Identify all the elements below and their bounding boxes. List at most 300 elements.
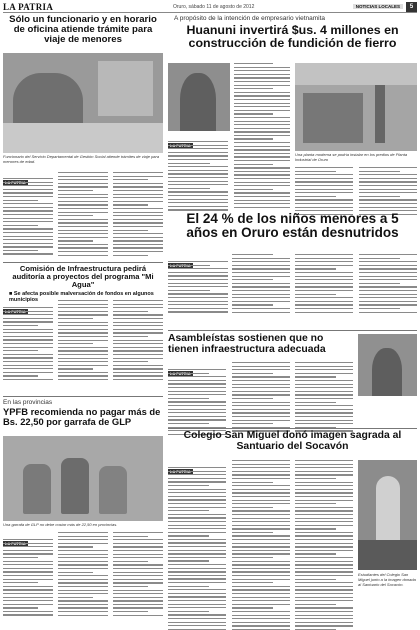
text-line	[58, 197, 108, 198]
text-line	[234, 178, 290, 179]
text-line	[3, 597, 53, 598]
text-line	[113, 550, 163, 551]
text-line	[3, 379, 53, 380]
text-line	[3, 607, 38, 608]
text-line	[58, 219, 108, 220]
text-line	[3, 343, 53, 344]
text-line	[3, 589, 53, 590]
text-line	[3, 192, 53, 193]
text-line	[113, 251, 163, 252]
text-line	[359, 171, 400, 172]
text-line	[3, 347, 53, 348]
text-line	[232, 535, 290, 536]
text-line	[232, 575, 290, 576]
text-line	[3, 232, 53, 233]
text-line	[295, 535, 353, 536]
text-line	[113, 219, 163, 220]
text-line	[232, 376, 290, 377]
text-line	[232, 597, 290, 598]
text-line	[168, 184, 228, 185]
text-line	[58, 215, 93, 216]
text-line	[168, 145, 228, 146]
text-line	[58, 237, 108, 238]
text-line	[3, 318, 53, 319]
text-line	[3, 579, 53, 580]
text-line	[232, 412, 290, 413]
text-line	[359, 276, 417, 277]
text-line	[232, 272, 290, 273]
text-line	[295, 268, 336, 269]
text-line	[113, 215, 163, 216]
text-line	[3, 375, 38, 376]
text-line	[295, 464, 353, 465]
story-ypfb-gas-price	[3, 396, 163, 628]
text-line	[58, 226, 108, 227]
text-line	[113, 300, 163, 301]
text-line	[295, 561, 353, 562]
text-line	[168, 553, 226, 554]
text-line	[3, 365, 53, 366]
text-line	[232, 557, 273, 558]
text-line	[113, 322, 163, 323]
text-line	[58, 251, 108, 252]
text-line	[359, 301, 417, 302]
text-line	[359, 268, 417, 269]
text-line	[232, 546, 290, 547]
text-line	[295, 525, 353, 526]
photo-shelf	[98, 61, 153, 116]
text-line	[295, 568, 353, 569]
body-col-2	[232, 254, 290, 313]
text-line	[232, 261, 290, 262]
text-line	[295, 550, 353, 551]
text-line	[359, 304, 417, 305]
text-line	[113, 230, 148, 231]
text-line	[232, 290, 290, 291]
text-line	[168, 517, 226, 518]
text-line	[295, 203, 353, 204]
text-line	[113, 347, 163, 348]
text-line	[3, 604, 53, 605]
text-line	[359, 192, 417, 193]
issue-date: Oruro, sábado 11 de agosto de 2012	[173, 4, 255, 10]
text-line	[113, 568, 163, 569]
text-line	[295, 503, 336, 504]
text-line	[168, 596, 226, 597]
text-line	[3, 568, 53, 569]
text-line	[168, 163, 210, 164]
text-line	[232, 582, 273, 583]
text-line	[295, 528, 336, 529]
text-line	[232, 625, 290, 626]
text-line	[58, 375, 108, 376]
text-line	[295, 423, 353, 424]
text-line	[168, 416, 226, 417]
text-line	[168, 593, 226, 594]
text-line	[113, 536, 148, 537]
text-line	[168, 173, 228, 174]
text-line	[58, 561, 108, 562]
text-line	[58, 332, 108, 333]
text-line	[232, 532, 273, 533]
text-line	[295, 290, 353, 291]
text-line	[232, 496, 290, 497]
text-line	[113, 332, 163, 333]
text-line	[168, 499, 226, 500]
body-col-1	[168, 261, 228, 313]
text-line	[232, 265, 290, 266]
text-line	[295, 171, 336, 172]
text-line	[58, 230, 108, 231]
text-line	[58, 593, 108, 594]
text-line	[359, 283, 400, 284]
text-line	[232, 478, 290, 479]
text-line	[3, 582, 38, 583]
text-line	[3, 196, 53, 197]
text-line	[359, 294, 417, 295]
text-line	[234, 207, 290, 208]
text-line	[3, 339, 53, 340]
text-line	[232, 301, 290, 302]
text-line	[295, 496, 353, 497]
text-line	[295, 518, 353, 519]
text-line	[168, 311, 228, 312]
text-line	[295, 615, 353, 616]
text-line	[295, 384, 353, 385]
text-line	[3, 564, 53, 565]
text-line	[232, 276, 290, 277]
text-line	[168, 286, 228, 287]
text-line	[232, 366, 290, 367]
text-line	[58, 311, 108, 312]
text-line	[359, 178, 417, 179]
text-line	[58, 361, 108, 362]
text-line	[168, 507, 226, 508]
text-line	[58, 368, 93, 369]
text-line	[359, 265, 417, 266]
text-line	[234, 85, 290, 86]
text-line	[232, 604, 290, 605]
text-line	[113, 176, 163, 177]
text-line	[3, 325, 38, 326]
text-line	[234, 200, 290, 201]
body-col-3	[113, 532, 163, 616]
text-line	[3, 557, 38, 558]
text-line	[232, 297, 290, 298]
text-line	[295, 199, 353, 200]
text-line	[232, 521, 290, 522]
text-line	[232, 373, 273, 374]
headline: Comisión de Infraestructura pedirá auditoría a proyectos del programa "Mi Agua"	[12, 264, 154, 289]
text-line	[58, 247, 108, 248]
text-line	[232, 589, 290, 590]
text-line	[58, 575, 108, 576]
text-line	[3, 250, 38, 251]
text-line	[232, 394, 290, 395]
text-line	[359, 272, 417, 273]
text-line	[168, 265, 210, 266]
text-line	[232, 384, 290, 385]
text-line	[58, 354, 108, 355]
text-line	[295, 607, 353, 608]
text-line	[295, 553, 336, 554]
text-line	[3, 307, 53, 308]
text-line	[3, 253, 53, 254]
text-line	[232, 387, 290, 388]
text-line	[58, 240, 93, 241]
text-line	[234, 128, 290, 129]
text-line	[234, 164, 273, 165]
body-col-2	[232, 460, 290, 630]
text-line	[168, 188, 210, 189]
text-line	[234, 81, 290, 82]
text-line	[295, 521, 353, 522]
body-col-2	[58, 300, 108, 380]
photo-desk	[3, 123, 163, 153]
text-line	[295, 532, 353, 533]
text-line	[3, 611, 53, 612]
text-line	[295, 380, 353, 381]
text-line	[58, 532, 108, 533]
text-line	[58, 568, 108, 569]
text-line	[58, 179, 108, 180]
article-photo	[168, 63, 230, 131]
text-line	[295, 366, 353, 367]
text-line	[58, 579, 108, 580]
text-line	[295, 420, 353, 421]
text-line	[234, 99, 290, 100]
text-line	[234, 63, 273, 64]
photo-cylinder-2	[61, 458, 89, 514]
text-line	[168, 412, 226, 413]
text-line	[295, 579, 336, 580]
text-line	[359, 254, 417, 255]
text-line	[113, 358, 163, 359]
text-line	[58, 597, 93, 598]
text-line	[359, 189, 417, 190]
text-line	[234, 67, 290, 68]
text-line	[168, 376, 226, 377]
text-line	[113, 604, 163, 605]
text-line	[113, 582, 163, 583]
photo-caption: Estudiantes del Colegio San Miguel junto a la imagen donada al Santuario del Socavón.	[358, 572, 416, 587]
text-line	[359, 185, 417, 186]
text-line	[3, 354, 53, 355]
text-line	[234, 135, 290, 136]
text-line	[58, 322, 108, 323]
text-line	[295, 611, 353, 612]
text-line	[359, 312, 417, 313]
text-line	[58, 233, 108, 234]
text-line	[58, 600, 108, 601]
body-col-2	[58, 532, 108, 616]
text-line	[234, 182, 290, 183]
text-line	[58, 590, 108, 591]
page-number: 5	[406, 2, 417, 12]
text-line	[113, 590, 163, 591]
text-line	[168, 394, 226, 395]
text-line	[359, 196, 400, 197]
text-line	[232, 308, 290, 309]
text-line	[58, 546, 93, 547]
text-line	[168, 268, 228, 269]
text-line	[295, 597, 353, 598]
text-line	[359, 261, 417, 262]
body-col-2	[234, 63, 290, 208]
text-line	[295, 485, 353, 486]
text-line	[3, 614, 53, 615]
text-line	[168, 159, 228, 160]
text-line	[295, 589, 353, 590]
text-line	[58, 183, 108, 184]
text-line	[168, 283, 228, 284]
text-line	[3, 218, 53, 219]
text-line	[3, 357, 53, 358]
text-line	[58, 244, 108, 245]
text-line	[168, 622, 226, 623]
text-line	[232, 550, 290, 551]
text-line	[3, 228, 53, 229]
text-line	[232, 607, 273, 608]
text-line	[168, 546, 226, 547]
text-line	[295, 297, 353, 298]
text-line	[168, 272, 228, 273]
text-line	[113, 365, 163, 366]
text-line	[168, 304, 228, 305]
text-line	[113, 579, 163, 580]
photo-cylinder-3	[99, 466, 127, 514]
text-line	[113, 318, 163, 319]
text-line	[232, 279, 273, 280]
kicker: A propósito de la intención de empresario vietnamita	[174, 15, 326, 22]
text-line	[3, 550, 53, 551]
text-line	[295, 207, 353, 208]
text-line	[232, 564, 290, 565]
text-line	[168, 369, 226, 370]
text-line	[232, 492, 290, 493]
text-line	[3, 185, 53, 186]
text-line	[113, 350, 163, 351]
text-line	[113, 247, 163, 248]
body-col-2	[58, 172, 108, 256]
text-line	[295, 622, 353, 623]
text-line	[168, 489, 226, 490]
text-line	[232, 423, 273, 424]
text-line	[58, 536, 108, 537]
story-san-miguel-donation	[168, 428, 417, 628]
text-line	[234, 185, 290, 186]
text-line	[3, 593, 53, 594]
text-line	[168, 467, 226, 468]
text-line	[168, 293, 228, 294]
text-line	[232, 467, 290, 468]
text-line	[113, 311, 148, 312]
text-line	[359, 308, 400, 309]
headline: YPFB recomienda no pagar más de Bs. 22,50 por garrafa de GLP	[3, 406, 161, 427]
text-line	[58, 300, 108, 301]
text-line	[359, 174, 417, 175]
text-line	[168, 485, 209, 486]
text-line	[113, 226, 163, 227]
text-line	[58, 379, 108, 380]
text-line	[295, 600, 353, 601]
text-line	[58, 564, 108, 565]
text-line	[168, 503, 226, 504]
text-line	[113, 197, 163, 198]
text-line	[3, 571, 53, 572]
text-line	[113, 208, 163, 209]
text-line	[113, 561, 148, 562]
text-line	[3, 203, 53, 204]
text-line	[295, 294, 336, 295]
text-line	[295, 500, 353, 501]
text-line	[168, 405, 226, 406]
text-line	[295, 604, 336, 605]
text-line	[3, 575, 53, 576]
body-col-3	[295, 254, 353, 313]
photo-figures	[358, 540, 417, 570]
text-line	[3, 314, 53, 315]
text-line	[168, 148, 228, 149]
text-line	[58, 347, 108, 348]
text-line	[232, 500, 290, 501]
text-line	[58, 554, 108, 555]
text-line	[113, 204, 148, 205]
text-line	[3, 200, 38, 201]
text-line	[234, 153, 290, 154]
text-line	[58, 572, 93, 573]
text-line	[3, 361, 53, 362]
text-line	[232, 503, 290, 504]
text-line	[113, 354, 163, 355]
body-col-3	[113, 300, 163, 380]
text-line	[234, 110, 290, 111]
text-line	[168, 607, 226, 608]
text-line	[295, 254, 353, 255]
text-line	[168, 571, 226, 572]
text-line	[232, 471, 290, 472]
text-line	[168, 261, 228, 262]
text-line	[295, 478, 336, 479]
text-line	[232, 561, 290, 562]
text-line	[3, 368, 53, 369]
text-line	[232, 600, 290, 601]
text-line	[234, 149, 290, 150]
text-line	[168, 391, 226, 392]
newspaper-logo: LA PATRIA	[3, 2, 54, 12]
text-line	[168, 604, 226, 605]
text-line	[58, 543, 108, 544]
text-line	[295, 174, 353, 175]
text-line	[113, 600, 163, 601]
text-line	[113, 314, 163, 315]
text-line	[232, 304, 273, 305]
body-col-4	[359, 254, 417, 313]
text-line	[113, 336, 148, 337]
text-line	[113, 183, 163, 184]
text-line	[168, 586, 209, 587]
text-line	[295, 575, 353, 576]
text-line	[3, 225, 38, 226]
text-line	[234, 103, 290, 104]
text-line	[168, 290, 210, 291]
text-line	[295, 405, 353, 406]
text-line	[168, 510, 209, 511]
text-line	[234, 88, 273, 89]
text-line	[234, 70, 290, 71]
story-mi-agua-audit	[3, 262, 163, 392]
text-line	[168, 206, 228, 207]
